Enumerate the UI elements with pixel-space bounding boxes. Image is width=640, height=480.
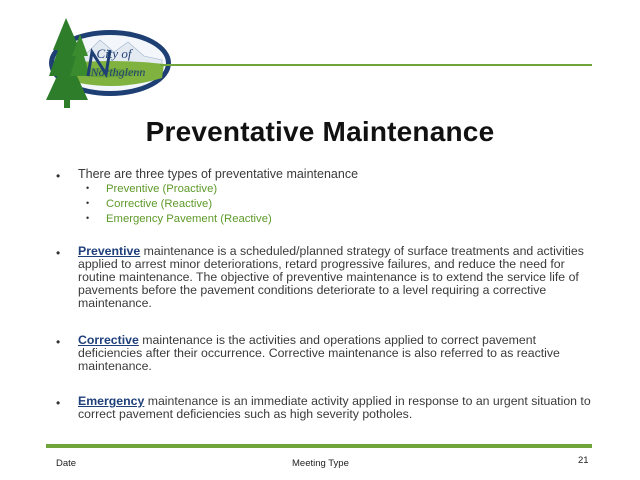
preventive-term: Preventive — [78, 244, 141, 258]
top-divider — [160, 64, 592, 66]
footer-page-number: 21 — [578, 455, 589, 466]
emergency-text: maintenance is an immediate activity applied in response to an urgent situation to correct pavement deficiencies such as high severity potholes. — [78, 394, 591, 421]
logo-text-line2: Northglenn — [90, 65, 146, 79]
footer-date: Date — [56, 458, 77, 469]
emergency-term: Emergency — [78, 394, 145, 408]
bullet-icon: • — [56, 335, 61, 349]
bullet-icon: • — [56, 246, 61, 260]
corrective-definition — [78, 334, 598, 373]
type-label: Preventive (Proactive) — [106, 183, 218, 195]
type-label: Corrective (Reactive) — [106, 198, 213, 210]
slide-title: Preventative Maintenance — [145, 116, 495, 147]
bullet-icon: • — [56, 169, 61, 183]
intro-text: There are three types of preventative maintenance — [78, 167, 359, 181]
corrective-term: Corrective — [78, 333, 139, 347]
emergency-definition — [78, 395, 598, 421]
logo-text-line1: City of — [96, 46, 132, 61]
bottom-divider — [46, 444, 592, 448]
footer-meeting-type: Meeting Type — [292, 458, 349, 469]
city-logo-image — [44, 14, 174, 110]
sub-bullet-icon: • — [86, 213, 90, 223]
sub-bullet-icon: • — [86, 183, 90, 193]
sub-bullet-icon: • — [86, 198, 90, 208]
preventive-definition — [78, 245, 598, 310]
bullet-icon: • — [56, 396, 61, 410]
preventive-text: maintenance is a scheduled/planned strategy of surface treatments and activities applied to arrest minor deteriorations, retard progressive failures, and reduce the need for routine maintenance. The objective of preventive maintenance is to extend the service life of pavements before the pavement conditions deteriorate to a level requiring a corrective maintenance. — [78, 244, 584, 310]
city-logo — [44, 14, 174, 110]
corrective-text: maintenance is the activities and operations applied to correct pavement deficiencies after their occurrence. Corrective maintenance is also referred to as reactive maintenance. — [78, 333, 560, 373]
type-label: Emergency Pavement (Reactive) — [106, 213, 272, 225]
